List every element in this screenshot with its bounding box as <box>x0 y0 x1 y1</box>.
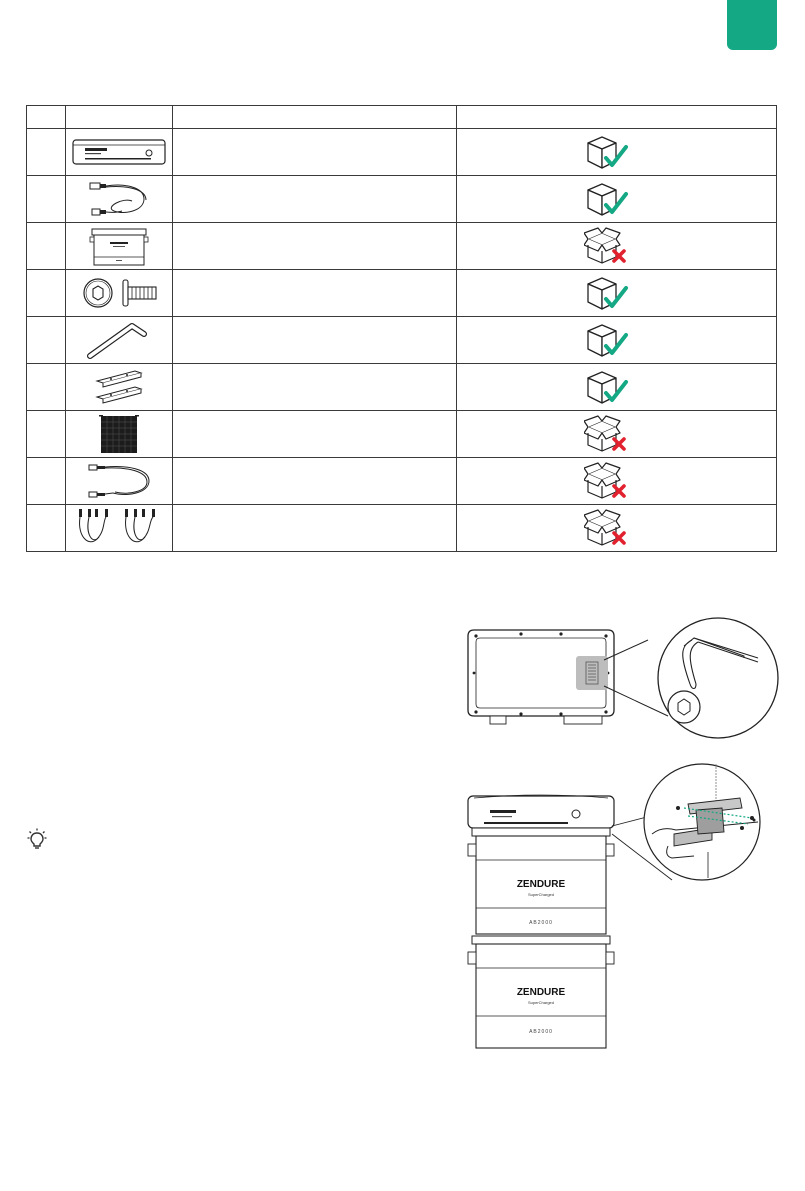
item-name <box>173 317 457 364</box>
row-number <box>27 411 66 458</box>
item-name <box>173 364 457 411</box>
row-number <box>27 223 66 270</box>
section-tab-marker <box>727 0 777 50</box>
hub-bottom-illustration <box>458 612 788 744</box>
item-name <box>173 223 457 270</box>
table-row <box>27 505 777 552</box>
open-box-cross-icon <box>584 227 630 265</box>
header-image <box>66 106 173 129</box>
row-number <box>27 270 66 317</box>
cable-icon <box>84 179 154 219</box>
table-row <box>27 270 777 317</box>
row-number <box>27 317 66 364</box>
open-box-cross-icon <box>584 415 630 453</box>
lightbulb-icon <box>27 828 47 850</box>
brackets-icon <box>91 367 147 407</box>
closed-box-check-icon <box>584 321 630 359</box>
battery-icon <box>89 225 149 267</box>
item-name <box>173 270 457 317</box>
row-number <box>27 129 66 176</box>
row-number <box>27 505 66 552</box>
table-header-row <box>27 106 777 129</box>
open-box-cross-icon <box>584 462 630 500</box>
battery-subtitle-label: SuperCharged <box>527 1000 555 1005</box>
battery-subtitle-label: SuperCharged <box>527 892 555 897</box>
table-row <box>27 129 777 176</box>
hex-key-icon <box>84 320 154 360</box>
closed-box-check-icon <box>584 368 630 406</box>
battery-model-label: AB2000 <box>529 920 553 926</box>
header-name <box>173 106 457 129</box>
closed-box-check-icon <box>584 274 630 312</box>
screw-washer-icon <box>74 276 164 310</box>
charging-cable-icon <box>83 461 155 501</box>
battery-model-label: AB2000 <box>529 1029 553 1035</box>
table-row <box>27 317 777 364</box>
row-number <box>27 364 66 411</box>
open-box-cross-icon <box>584 509 630 547</box>
header-no <box>27 106 66 129</box>
item-name <box>173 458 457 505</box>
row-number <box>27 176 66 223</box>
closed-box-check-icon <box>584 133 630 171</box>
battery-brand-label: ZENDURE <box>516 987 566 998</box>
item-name <box>173 129 457 176</box>
stack-assembly-illustration <box>462 762 772 1054</box>
row-number <box>27 458 66 505</box>
closed-box-check-icon <box>584 180 630 218</box>
table-row <box>27 411 777 458</box>
hub-icon <box>71 137 167 167</box>
mc4-cables-icon <box>73 507 165 549</box>
solar-panel-icon <box>97 413 141 455</box>
table-row <box>27 364 777 411</box>
table-row <box>27 458 777 505</box>
item-name <box>173 411 457 458</box>
item-name <box>173 505 457 552</box>
table-row <box>27 223 777 270</box>
battery-brand-label: ZENDURE <box>516 879 566 890</box>
table-row <box>27 176 777 223</box>
parts-list-table <box>26 105 777 552</box>
header-status <box>457 106 777 129</box>
item-name <box>173 176 457 223</box>
